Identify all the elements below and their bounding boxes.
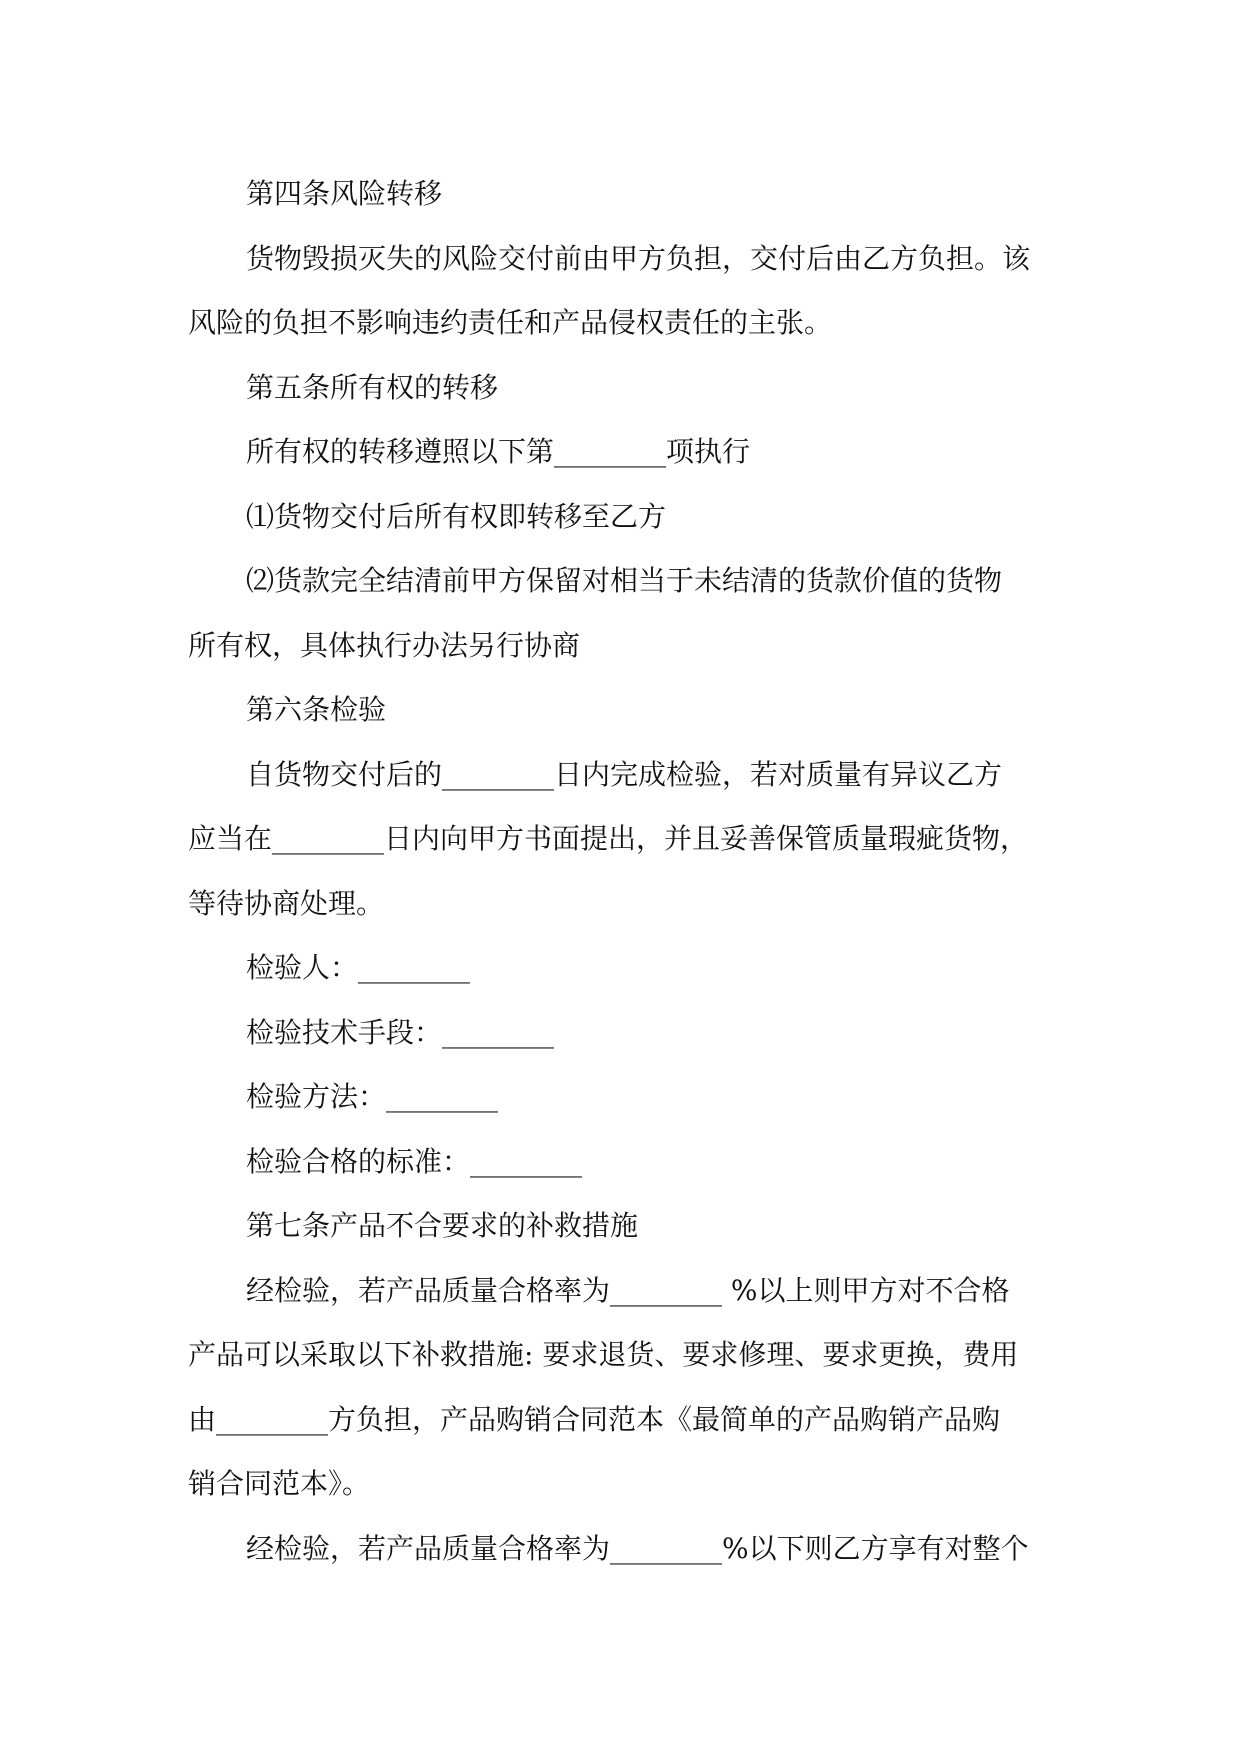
paragraph-line: 所有权，具体执行办法另行协商 [188,628,581,662]
contract-body [188,162,1068,1581]
list-item: ⑵货款完全结清前甲方保留对相当于未结清的货款价值的货物 [246,564,1003,597]
paragraph-line: 由________方负担，产品购销合同范本《最简单的产品购销产品购 [188,1402,1001,1436]
form-field-line: 检验技术手段：________ [246,1015,555,1049]
section-heading-article-5: 第五条所有权的转移 [246,370,499,404]
form-field-line: 检验人：________ [246,951,471,984]
paragraph-line: 等待协商处理。 [188,886,385,920]
list-item: ⑴货物交付后所有权即转移至乙方 [246,499,667,533]
section-heading-article-4: 第四条风险转移 [246,177,443,210]
paragraph-line: 风险的负担不影响违约责任和产品侵权责任的主张。 [188,306,833,339]
form-field-line: 检验方法：________ [246,1080,499,1113]
section-heading-article-7: 第七条产品不合要求的补救措施 [246,1209,639,1242]
paragraph-line: 自货物交付后的________日内完成检验，若对质量有异议乙方 [246,757,1003,791]
paragraph-line: 经检验，若产品质量合格率为________%以下则乙方享有对整个 [246,1531,1029,1565]
paragraph-line: 产品可以采取以下补救措施: 要求退货、要求修理、要求更换，费用 [188,1338,1019,1371]
paragraph-line: 销合同范本》。 [188,1467,371,1500]
section-heading-article-6: 第六条检验 [246,693,387,726]
paragraph-line: 所有权的转移遵照以下第________项执行 [246,435,751,468]
paragraph-line: 经检验，若产品质量合格率为________ %以上则甲方对不合格 [246,1273,1010,1307]
paragraph-line: 应当在________日内向甲方书面提出，并且妥善保管质量瑕疵货物， [188,822,1029,855]
form-field-line: 检验合格的标准：________ [246,1144,583,1178]
paragraph-line: 货物毁损灭失的风险交付前由甲方负担，交付后由乙方负担。该 [246,241,1031,275]
